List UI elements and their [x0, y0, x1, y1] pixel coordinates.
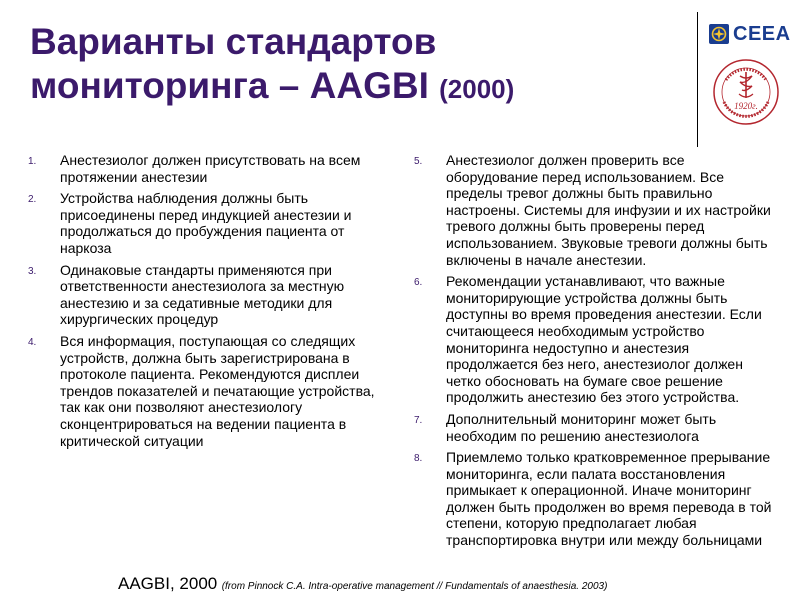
- list-item-number: 1.: [28, 156, 37, 167]
- list-item-number: 7.: [414, 414, 423, 426]
- list-item-number: 6.: [414, 277, 423, 289]
- footer-citation: (from Pinnock C.A. Intra-operative management // Fundamentals of anaesthesia. 2003): [221, 581, 608, 592]
- list-item: [414, 411, 776, 444]
- title-line-1: Варианты стандартов: [30, 21, 437, 62]
- standards-list-left: [28, 152, 386, 454]
- list-item-text: Вся информация, поступающая со следящих устройств, должна быть зарегистрирована в протоколе пациента. Рекомендуются дисплеи трендов показателей и печатающие устройства, так как они позволяют анестезиологу сконцентрироваться на ведении пациента в критической ситуации: [60, 332, 375, 449]
- ceea-logo: [708, 20, 792, 48]
- ceea-emblem-icon: [708, 23, 730, 45]
- footer-source: AAGBI, 2000: [118, 574, 218, 593]
- title-year: (2000): [439, 74, 515, 104]
- list-item-text: Приемлемо только кратковременное прерывание мониторинга, если палата восстановления примыкает к операционной. Иначе мониторинг должен быть продолжен во время перевода в той степени, которую предполагает любая транспортировка внутри или между больницами: [446, 449, 772, 549]
- society-seal-logo: [712, 58, 780, 126]
- list-item: [28, 190, 386, 256]
- list-item-number: 8.: [414, 453, 423, 465]
- list-item-text: Рекомендации устанавливают, что важные мониторирующие устройства должны быть доступны во время проведения анестезии. Если считающееся необходимым устройство мониторинга недоступно и анестезия продолжается без него, анестезиолог должен четко обосновать на бумаге свое решение продолжить анестезию без этого устройства.: [446, 273, 762, 406]
- list-item-text: Дополнительный мониторинг может быть необходим по решению анестезиолога: [446, 410, 717, 444]
- list-item-text: Устройства наблюдения должны быть присоединены перед индукцией анестезии и продолжаться до пробуждения пациента от наркоза: [60, 190, 352, 256]
- list-item: [414, 152, 776, 268]
- list-item-number: 2.: [28, 194, 37, 206]
- list-item-number: 5.: [414, 156, 423, 167]
- seal-year: 1920г.: [734, 101, 758, 111]
- title-line-2: мониторинга – AAGBI: [30, 65, 429, 106]
- list-item-text: Одинаковые стандарты применяются при ответственности анестезиолога за местную анестезию и за седативные методики для хирургических процедур: [60, 261, 345, 328]
- slide-title: [30, 20, 670, 111]
- ceea-logo-text: CEEA: [733, 22, 791, 45]
- standards-list-right: [414, 152, 776, 554]
- list-item-text: Анестезиолог должен присутствовать на всем протяжении анестезии: [60, 152, 361, 185]
- list-item: [28, 152, 386, 185]
- list-item: [414, 273, 776, 406]
- list-item-number: 4.: [28, 336, 37, 348]
- vertical-divider: [697, 12, 698, 147]
- list-item-text: Анестезиолог должен проверить все оборудование перед использованием. Все пределы тревог должны быть правильно настроены. Системы для инфузии и их настройки тревого должны быть проверены перед использованием. Звуковые тревоги должны быть включены в начале анестезии.: [446, 152, 771, 268]
- list-item-number: 3.: [28, 265, 37, 277]
- source-footer: [118, 574, 607, 594]
- list-item: [28, 262, 386, 328]
- list-item: [414, 449, 776, 549]
- list-item: [28, 333, 386, 449]
